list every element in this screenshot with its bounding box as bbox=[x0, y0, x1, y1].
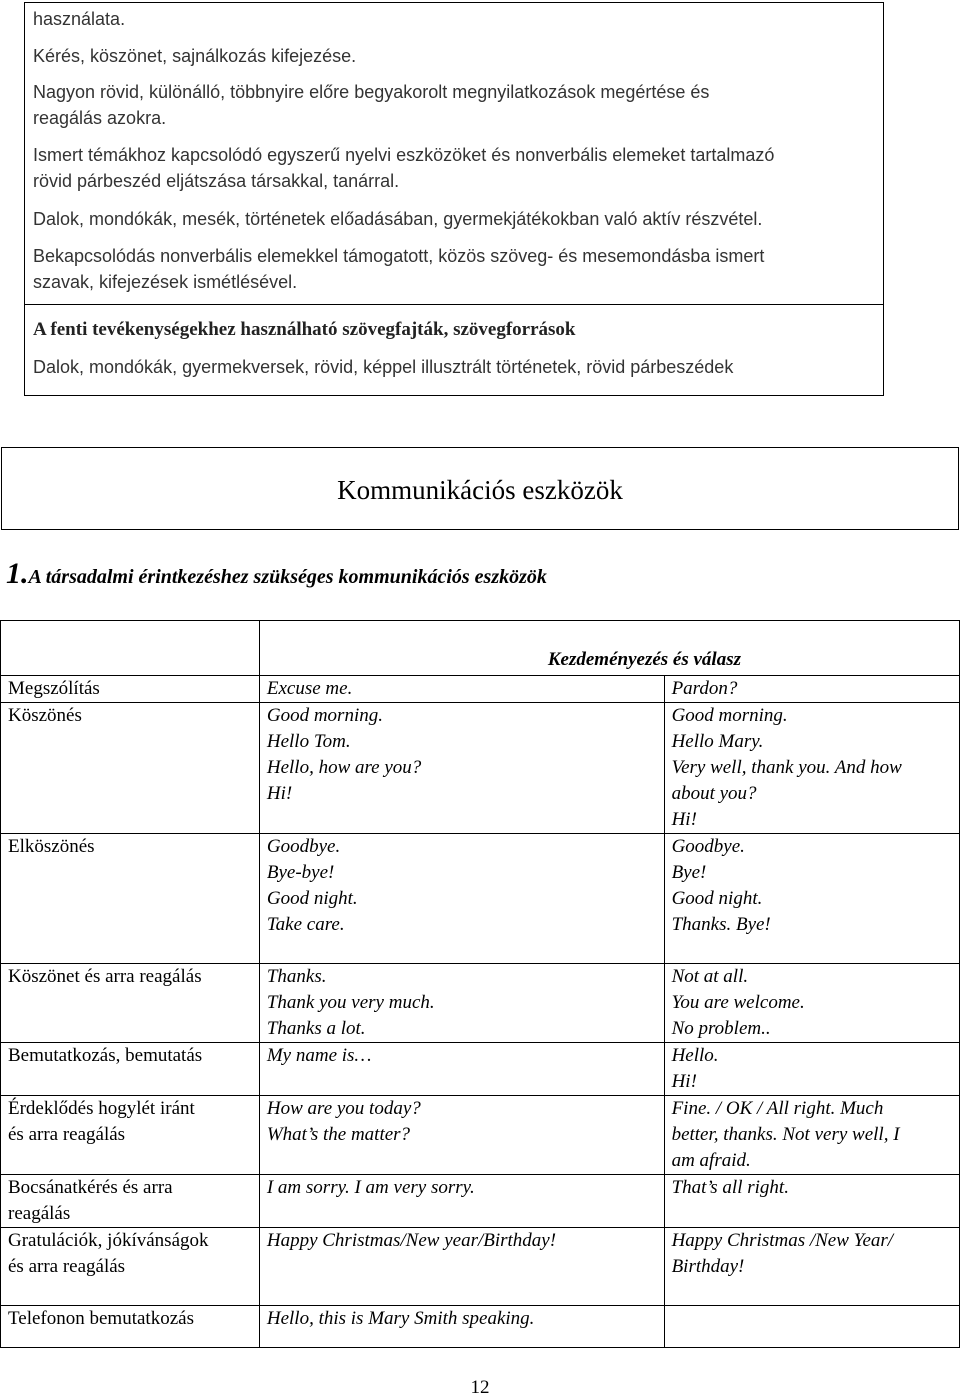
cell-line: I am sorry. I am very sorry. bbox=[266, 1177, 475, 1198]
cell-line: Hi! bbox=[671, 1071, 697, 1092]
cell-line: Hi! bbox=[671, 809, 697, 830]
page-number: 12 bbox=[470, 1377, 490, 1398]
table-row bbox=[1, 1228, 960, 1306]
response-cell bbox=[664, 1228, 959, 1306]
initiation-cell bbox=[259, 834, 664, 964]
competency-box bbox=[24, 2, 884, 396]
paragraph-usage bbox=[33, 6, 125, 32]
response-cell bbox=[664, 676, 959, 703]
cell-line: és arra reagálás bbox=[8, 1256, 126, 1277]
cell-line: Not at all. bbox=[671, 966, 749, 987]
cell-line: am afraid. bbox=[671, 1150, 751, 1171]
table-row bbox=[1, 1306, 960, 1348]
paragraph-songs bbox=[33, 206, 762, 232]
table-row bbox=[1, 964, 960, 1043]
cell-line: You are welcome. bbox=[671, 992, 805, 1013]
cell-line: Take care. bbox=[266, 914, 345, 935]
cell-line: No problem.. bbox=[671, 1018, 771, 1039]
initiation-cell bbox=[259, 1306, 664, 1348]
box-divider bbox=[25, 304, 883, 305]
paragraph-request bbox=[33, 43, 356, 69]
row-label bbox=[1, 1306, 260, 1348]
cell-line: Thank you very much. bbox=[266, 992, 435, 1013]
table-header-row bbox=[1, 621, 960, 676]
cell-line: Goodbye. bbox=[266, 836, 341, 857]
row-label bbox=[1, 703, 260, 834]
cell-line: Happy Christmas/New year/Birthday! bbox=[266, 1230, 557, 1251]
row-label bbox=[1, 1043, 260, 1096]
cell-line: Érdeklődés hogylét iránt bbox=[8, 1098, 195, 1119]
response-cell bbox=[664, 1306, 959, 1348]
cell-line: Hello. bbox=[671, 1045, 719, 1066]
cell-line: Good morning. bbox=[671, 705, 788, 726]
cell-line: How are you today? bbox=[266, 1098, 421, 1119]
cell-line: Very well, thank you. And how bbox=[671, 757, 902, 778]
text-types-body: Dalok, mondókák, gyermekversek, rövid, képpel illusztrált történetek, rövid párbeszédek bbox=[33, 357, 734, 377]
initiation-cell bbox=[259, 1043, 664, 1096]
cell-line: Good night. bbox=[266, 888, 358, 909]
cell-line: Köszönés bbox=[8, 705, 82, 726]
subsection-heading bbox=[6, 556, 547, 595]
communication-table bbox=[0, 620, 960, 1348]
cell-line: Bemutatkozás, bemutatás bbox=[8, 1045, 203, 1066]
cell-line: reagálás bbox=[8, 1203, 71, 1224]
subsection-number: 1. bbox=[6, 557, 29, 590]
cell-line: What’s the matter? bbox=[266, 1124, 411, 1145]
cell-line: Pardon? bbox=[671, 678, 738, 699]
text-types-heading: A fenti tevékenységekhez használható szövegfajták, szövegforrások bbox=[33, 319, 576, 340]
cell-line: Hello, how are you? bbox=[266, 757, 422, 778]
header-cell bbox=[259, 621, 959, 676]
cell-line: My name is… bbox=[266, 1045, 372, 1066]
initiation-cell bbox=[259, 1228, 664, 1306]
paragraph-storytelling bbox=[33, 243, 764, 295]
row-label bbox=[1, 676, 260, 703]
cell-line: Köszönet és arra reagálás bbox=[8, 966, 202, 987]
response-cell bbox=[664, 964, 959, 1043]
text-line: Bekapcsolódás nonverbális elemekkel támogatott, közös szöveg- és mesemondásba ismert bbox=[33, 246, 765, 266]
cell-line: Happy Christmas /New Year/ bbox=[671, 1230, 894, 1251]
text-line: Kérés, köszönet, sajnálkozás kifejezése. bbox=[33, 46, 357, 66]
cell-line: Telefonon bemutatkozás bbox=[8, 1308, 194, 1329]
table-row bbox=[1, 703, 960, 834]
text-line: szavak, kifejezések ismétlésével. bbox=[33, 272, 298, 292]
row-label bbox=[1, 1096, 260, 1175]
text-line: használata. bbox=[33, 9, 126, 29]
cell-line: That’s all right. bbox=[671, 1177, 789, 1198]
cell-line: Good night. bbox=[671, 888, 763, 909]
cell-line: Bocsánatkérés és arra bbox=[8, 1177, 173, 1198]
response-cell bbox=[664, 834, 959, 964]
cell-line: Thanks. Bye! bbox=[671, 914, 771, 935]
cell-line: Good morning. bbox=[266, 705, 383, 726]
response-cell bbox=[664, 1175, 959, 1228]
section-title: Kommunikációs eszközök bbox=[337, 475, 623, 505]
cell-line: Hello Tom. bbox=[266, 731, 351, 752]
initiation-cell bbox=[259, 676, 664, 703]
cell-line: Birthday! bbox=[671, 1256, 745, 1277]
initiation-cell bbox=[259, 703, 664, 834]
cell-line: Excuse me. bbox=[266, 678, 353, 699]
initiation-cell bbox=[259, 964, 664, 1043]
paragraph-dialogue bbox=[33, 142, 774, 194]
subsection-title: A társadalmi érintkezéshez szükséges kommunikációs eszközök bbox=[28, 566, 547, 588]
row-label bbox=[1, 834, 260, 964]
header-empty-cell bbox=[1, 621, 260, 676]
paragraph-short-utterances bbox=[33, 79, 709, 131]
row-label bbox=[1, 1175, 260, 1228]
cell-line: Bye! bbox=[671, 862, 707, 883]
text-line: Nagyon rövid, különálló, többnyire előre begyakorolt megnyilatkozások megértése és bbox=[33, 82, 710, 102]
text-line: reagálás azokra. bbox=[33, 108, 167, 128]
cell-line: Fine. / OK / All right. Much bbox=[671, 1098, 884, 1119]
table-row bbox=[1, 1096, 960, 1175]
cell-line: Bye-bye! bbox=[266, 862, 335, 883]
cell-line: Elköszönés bbox=[8, 836, 95, 857]
text-line: Dalok, mondókák, mesék, történetek előadásában, gyermekjátékokban való aktív részvétel. bbox=[33, 209, 763, 229]
cell-line: Goodbye. bbox=[671, 836, 745, 857]
table-row bbox=[1, 834, 960, 964]
cell-line: Hi! bbox=[266, 783, 293, 804]
cell-line: better, thanks. Not very well, I bbox=[671, 1124, 900, 1145]
text-line: rövid párbeszéd eljátszása társakkal, tanárral. bbox=[33, 171, 400, 191]
table-header: Kezdeményezés és válasz bbox=[547, 649, 741, 670]
initiation-cell bbox=[259, 1175, 664, 1228]
response-cell bbox=[664, 703, 959, 834]
text-line: Ismert témákhoz kapcsolódó egyszerű nyelvi eszközöket és nonverbális elemeket tartalmazó bbox=[33, 145, 775, 165]
row-label bbox=[1, 964, 260, 1043]
cell-line: és arra reagálás bbox=[8, 1124, 126, 1145]
table-row bbox=[1, 1175, 960, 1228]
response-cell bbox=[664, 1043, 959, 1096]
cell-line: Hello, this is Mary Smith speaking. bbox=[266, 1308, 535, 1329]
cell-line: Thanks a lot. bbox=[266, 1018, 366, 1039]
cell-line: Hello Mary. bbox=[671, 731, 764, 752]
cell-line: Gratulációk, jókívánságok bbox=[8, 1230, 209, 1251]
section-title-box bbox=[1, 447, 959, 530]
cell-line: about you? bbox=[671, 783, 757, 804]
cell-line: Thanks. bbox=[266, 966, 327, 987]
table-row bbox=[1, 676, 960, 703]
cell-line: Megszólítás bbox=[8, 678, 100, 699]
row-label bbox=[1, 1228, 260, 1306]
initiation-cell bbox=[259, 1096, 664, 1175]
table-row bbox=[1, 1043, 960, 1096]
response-cell bbox=[664, 1096, 959, 1175]
